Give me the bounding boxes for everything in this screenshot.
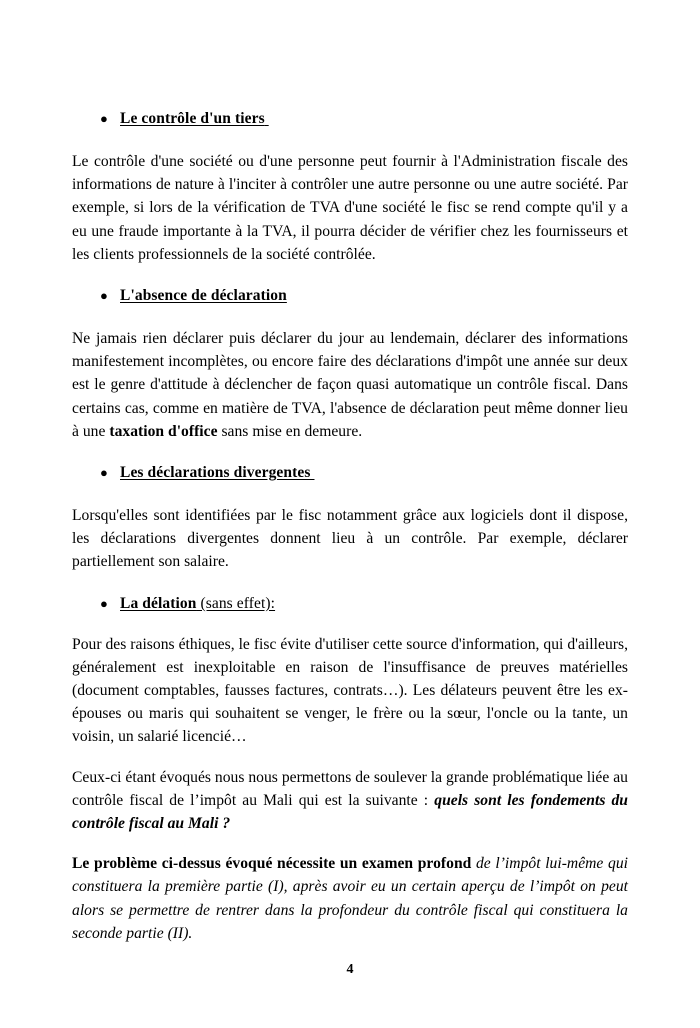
paragraph-delation: Pour des raisons éthiques, le fisc évite d'utiliser cette source d'information, qui d'ailleurs, généralement est inexploitable en raison de l'insuffisance de preuves matérielles (document comptables, fausses factures, contrats…). Les délateurs peuvent être les ex-épouses ou maris qui souhaitent se venger, le frère ou la sœur, l'oncle ou la tante, un voisin, un salarié licencié… [72,635,628,746]
section-heading-label: Le contrôle d'un tiers [120,110,265,127]
bullet-icon: ● [100,465,108,481]
bullet-icon: ● [100,111,108,126]
section-heading-label: La délation (sans effet): [120,594,276,612]
section-heading-controle-tiers [72,108,628,130]
section-heading-absence-declaration [72,285,628,307]
emphasis-plan-intro: Le problème ci-dessus évoqué nécessite un examen profond [72,855,476,873]
emphasis-plan-detail: de l’impôt lui-même qui constituera la première partie (I), après avoir eu un certain aperçu de l’impôt on peut alors se permettre de rentrer dans la profondeur du contrôle fiscal qui constituera la seconde partie (II). [72,855,628,942]
paragraph-absence-declaration: Ne jamais rien déclarer puis déclarer du jour au lendemain, déclarer des informations manifestement incomplètes, ou encore faire des déclarations d'impôt une année sur deux est le genre d'attitude à déclencher de façon quasi automatique un contrôle fiscal. Dans certains cas, comme en matière de TVA, l'absence de déclaration peut même donner lieu à une taxation d'office sans mise en demeure. [72,330,628,440]
paragraph-controle-tiers: Le contrôle d'une société ou d'une personne peut fournir à l'Administration fiscale des informations de nature à l'inciter à contrôler une autre personne ou une autre société. Par exemple, si lors de la vérification de TVA d'une société le fisc se rend compte qu'il y a eu une fraude importante à la TVA, il pourra décider de vérifier chez les fournisseurs et les clients professionnels de la société contrôlée. [72,153,628,263]
bullet-icon: ● [100,288,108,304]
emphasis-problematique: quels sont les fondements du contrôle fiscal au Mali ? [72,791,628,833]
page-number: 4 [346,962,354,977]
section-heading-label: Les déclarations divergentes [120,464,311,482]
bullet-icon: ● [100,595,108,611]
section-heading-declarations-divergentes [72,462,628,484]
paragraph-declarations-divergentes: Lorsqu'elles sont identifiées par le fisc notamment grâce aux logiciels dont il dispose, les déclarations divergentes donnent lieu à un contrôle. Par exemple, déclarer partiellement son salaire. [72,507,628,571]
paragraph-problematique: Ceux-ci étant évoqués nous nous permettons de soulever la grande problématique liée au contrôle fiscal de l’impôt au Mali qui est la suivante : quels sont les fondements du contrôle fiscal au Mali ? [72,768,628,833]
emphasis-taxation-office: taxation d'office [109,422,218,440]
section-heading-delation [72,593,628,615]
paragraph-plan [72,852,628,945]
document-body [72,108,628,945]
section-heading-label: L'absence de déclaration [120,287,287,305]
